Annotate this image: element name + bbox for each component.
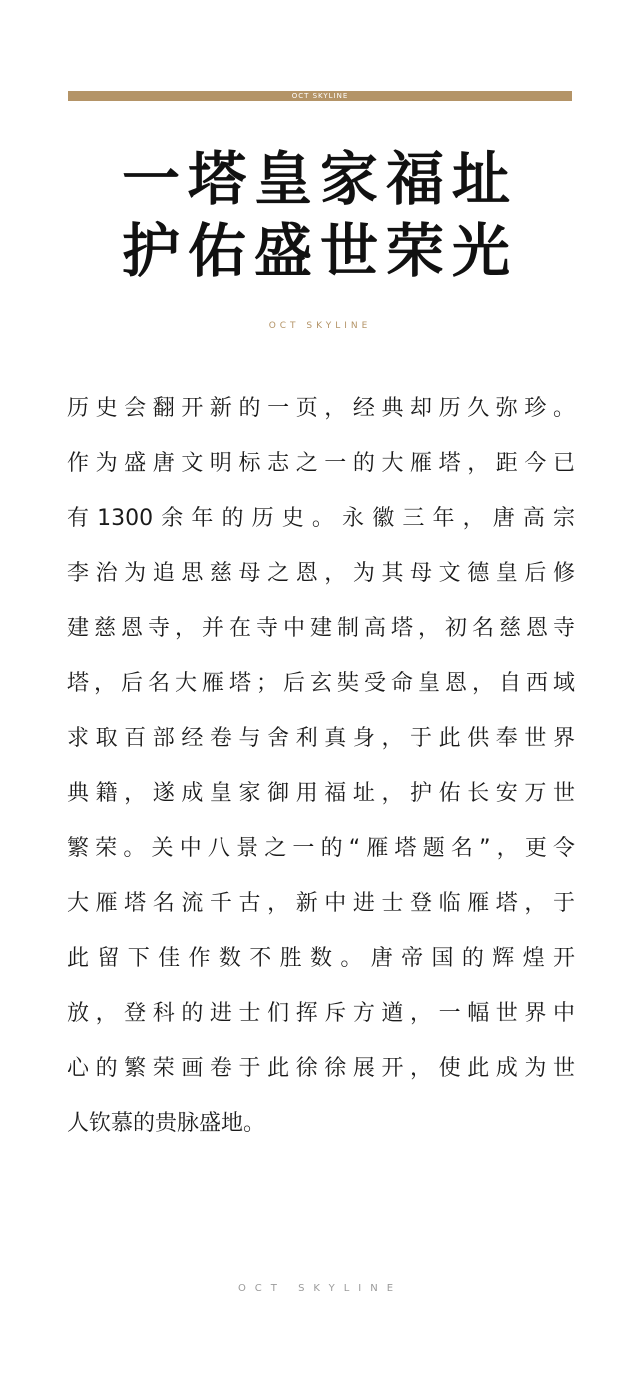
body-line: 繁荣。关中八景之一的“雁塔题名”，更令 (67, 836, 575, 861)
footer-brand: OCT SKYLINE (237, 1283, 403, 1294)
body-line: 心的繁荣画卷于此徐徐展开，使此成为世 (67, 1056, 575, 1081)
body-line: 历史会翻开新的一页，经典却历久弥珍。 (67, 396, 575, 421)
article-body (67, 381, 575, 1151)
body-line: 塔，后名大雁塔；后玄奘受命皇恩，自西域 (67, 671, 575, 696)
body-line: 放，登科的进士们挥斥方遒，一幅世界中 (67, 1001, 575, 1026)
body-line: 人钦慕的贵脉盛地。 (67, 1111, 266, 1136)
body-line: 此留下佳作数不胜数。唐帝国的辉煌开 (67, 946, 575, 971)
headline (0, 143, 640, 287)
top-bar-brand: OCT SKYLINE (291, 92, 349, 100)
headline-line-2: 护佑盛世荣光 (121, 217, 518, 285)
body-line: 有1300余年的历史。永徽三年，唐高宗 (67, 506, 575, 531)
top-accent-bar (68, 91, 572, 101)
body-line: 李治为追思慈母之恩，为其母文德皇后修 (67, 561, 575, 586)
body-line: 大雁塔名流千古，新中进士登临雁塔，于 (67, 891, 575, 916)
headline-line-1: 一塔皇家福址 (121, 145, 518, 213)
body-line: 典籍，遂成皇家御用福址，护佑长安万世 (67, 781, 575, 806)
sub-brand: OCT SKYLINE (268, 321, 372, 331)
body-line: 作为盛唐文明标志之一的大雁塔，距今已 (67, 451, 575, 476)
body-line: 求取百部经卷与舍利真身，于此供奉世界 (67, 726, 575, 751)
body-line: 建慈恩寺，并在寺中建制高塔，初名慈恩寺 (67, 616, 575, 641)
